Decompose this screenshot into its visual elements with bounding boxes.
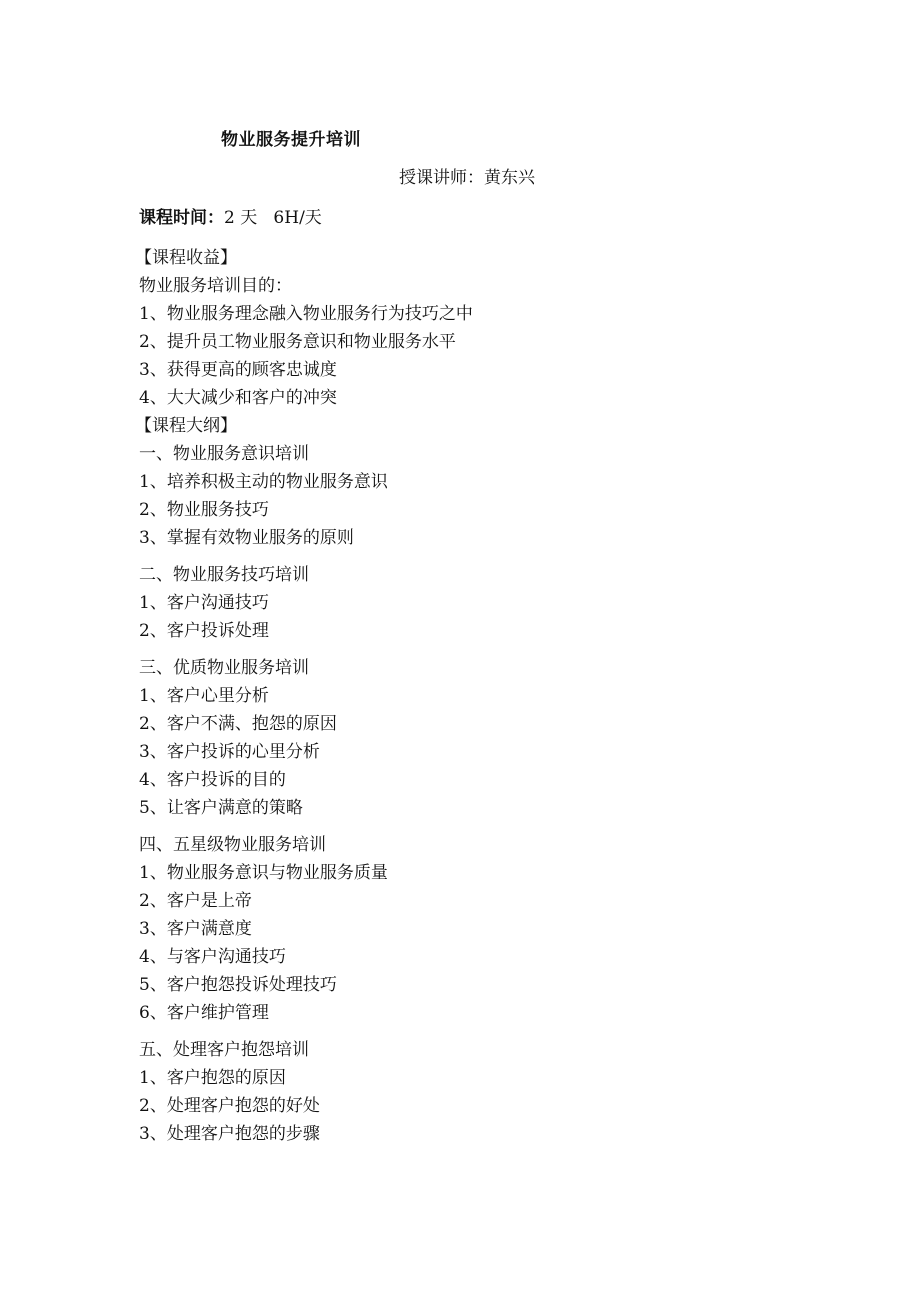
list-item: 5、让客户满意的策略 [139,798,303,818]
list-item: 3、掌握有效物业服务的原则 [139,528,354,548]
list-item: 2、处理客户抱怨的好处 [139,1096,320,1116]
document-body [135,244,839,1148]
list-item: 3、获得更高的顾客忠诚度 [139,360,337,380]
benefits-intro: 物业服务培训目的： [139,276,292,296]
section-heading: 五、处理客户抱怨培训 [139,1040,309,1060]
list-item: 1、客户抱怨的原因 [139,1068,286,1088]
list-item: 1、物业服务意识与物业服务质量 [139,863,388,883]
list-item: 2、客户投诉处理 [139,621,269,641]
list-item: 1、物业服务理念融入物业服务行为技巧之中 [139,304,473,324]
list-item: 4、大大减少和客户的冲突 [139,388,337,408]
list-item: 4、客户投诉的目的 [139,770,286,790]
list-item: 2、客户是上帝 [139,891,252,911]
list-item: 1、客户心里分析 [139,686,269,706]
list-item: 1、培养积极主动的物业服务意识 [139,472,388,492]
list-item: 2、提升员工物业服务意识和物业服务水平 [139,332,456,352]
section-heading: 一、物业服务意识培训 [139,444,309,464]
section-heading: 二、物业服务技巧培训 [139,565,309,585]
list-item: 3、客户投诉的心里分析 [139,742,320,762]
list-item: 3、处理客户抱怨的步骤 [139,1124,320,1144]
benefits-heading: 【课程收益】 [135,248,237,268]
list-item: 1、客户沟通技巧 [139,593,269,613]
list-item: 2、客户不满、抱怨的原因 [139,714,337,734]
course-time-label: 课程时间： [139,208,224,228]
document-title: 物业服务提升培训 [221,130,361,150]
course-time-line [139,203,322,228]
list-item: 2、物业服务技巧 [139,500,269,520]
section-heading: 三、优质物业服务培训 [139,658,309,678]
list-item: 5、客户抱怨投诉处理技巧 [139,975,337,995]
course-time-value: 2 天 6H/天 [224,208,322,228]
lecturer-line: 授课讲师：黄东兴 [399,168,535,188]
list-item: 4、与客户沟通技巧 [139,947,286,967]
section-heading: 四、五星级物业服务培训 [139,835,326,855]
list-item: 3、客户满意度 [139,919,252,939]
list-item: 6、客户维护管理 [139,1003,269,1023]
outline-heading: 【课程大纲】 [135,416,237,436]
